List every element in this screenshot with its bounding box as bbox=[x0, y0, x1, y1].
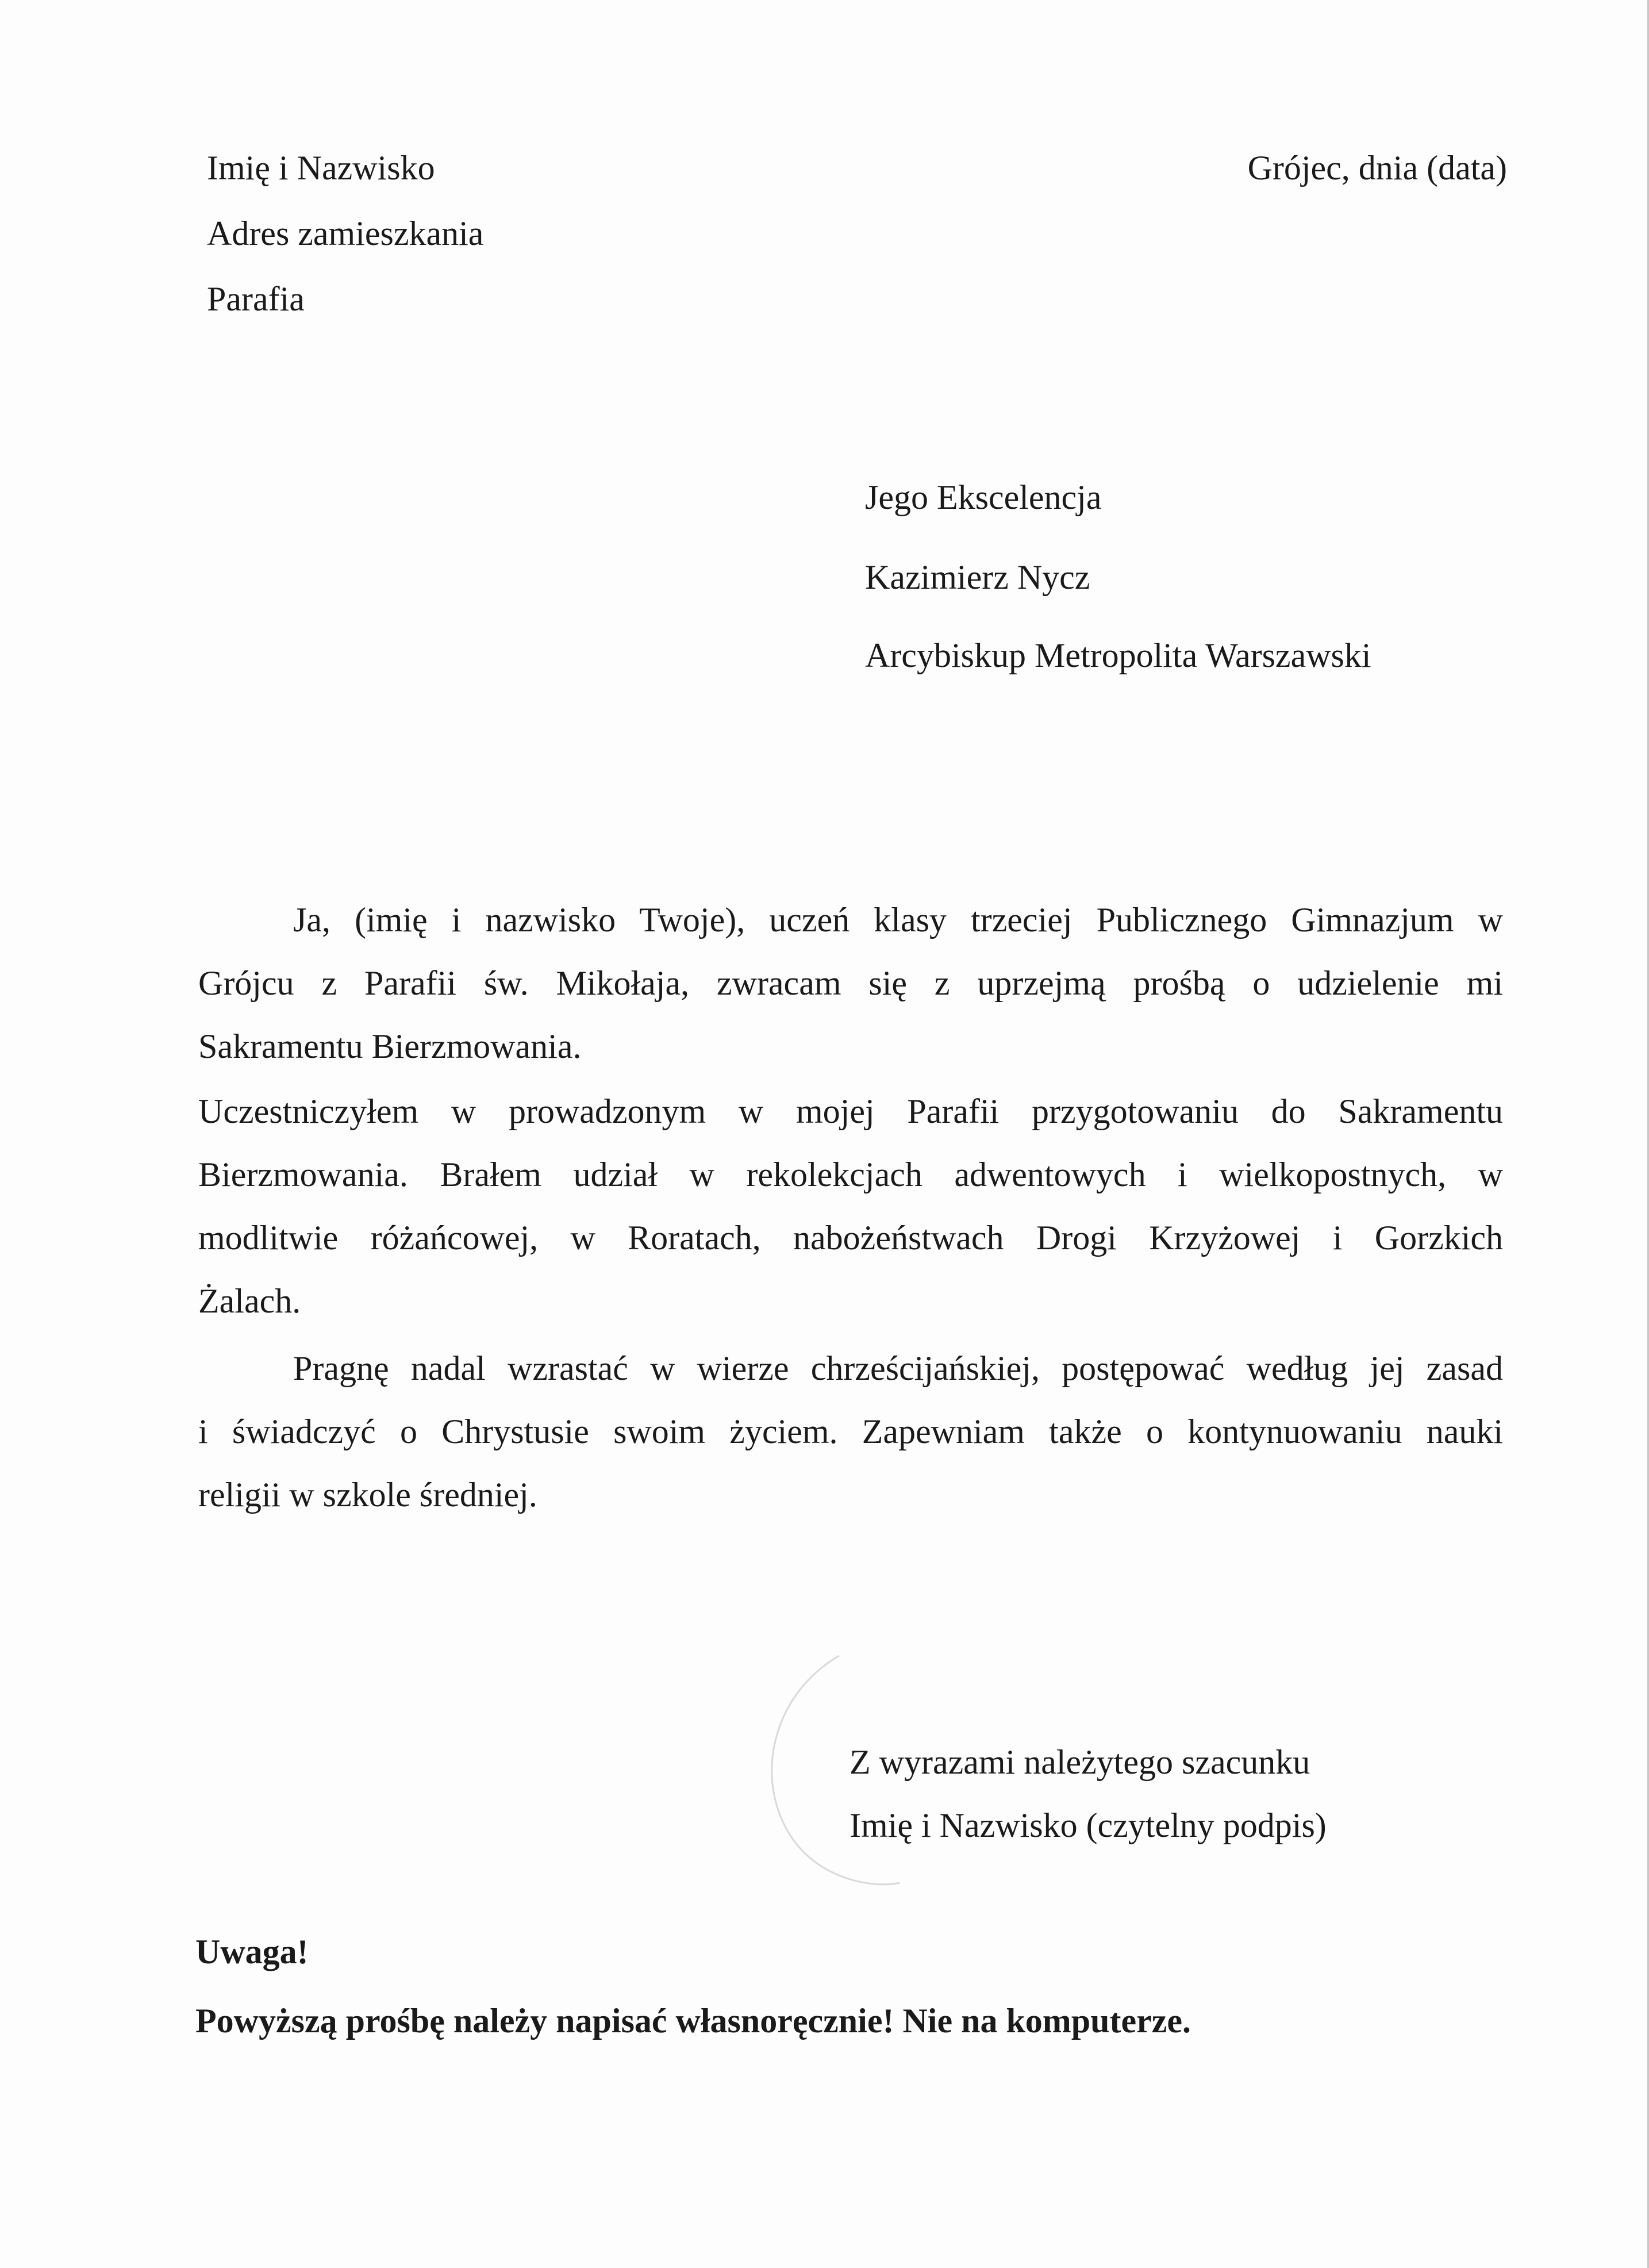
body-p1-line1: Ja, (imię i nazwisko Twoje), uczeń klasy trzeciej Publicznego Gimnazjum w bbox=[293, 901, 1503, 939]
recipient-name: Kazimierz Nycz bbox=[865, 558, 1090, 596]
body-p3-line3: religii w szkole średniej. bbox=[198, 1476, 537, 1514]
body-p1-line2: Grójcu z Parafii św. Mikołaja, zwracam się z uprzejmą prośbą o udzielenie mi bbox=[198, 964, 1503, 1002]
sender-parish: Parafia bbox=[207, 280, 305, 318]
body-p2-line3: modlitwie różańcowej, w Roratach, nabożeństwach Drogi Krzyżowej i Gorzkich bbox=[198, 1219, 1503, 1257]
body-p3-line2: i świadczyć o Chrystusie swoim życiem. Zapewniam także o kontynuowaniu nauki bbox=[198, 1413, 1503, 1450]
body-p2-line1: Uczestniczyłem w prowadzonym w mojej Parafii przygotowaniu do Sakramentu bbox=[198, 1092, 1503, 1130]
note-title: Uwaga! bbox=[195, 1933, 309, 1971]
sender-address: Adres zamieszkania bbox=[207, 214, 484, 252]
body-p3-line1: Pragnę nadal wzrastać w wierze chrześcijańskiej, postępować według jej zasad bbox=[293, 1349, 1503, 1387]
closing-salutation: Z wyrazami należytego szacunku bbox=[850, 1743, 1310, 1781]
recipient-title: Jego Ekscelencja bbox=[865, 478, 1102, 516]
place-date: Grójec, dnia (data) bbox=[1247, 149, 1507, 187]
recipient-office: Arcybiskup Metropolita Warszawski bbox=[865, 636, 1371, 674]
sender-name: Imię i Nazwisko bbox=[207, 149, 435, 187]
body-p2-line2: Bierzmowania. Brałem udział w rekolekcjach adwentowych i wielkopostnych, w bbox=[198, 1156, 1503, 1194]
body-p1-line3: Sakramentu Bierzmowania. bbox=[198, 1027, 582, 1065]
note-text: Powyższą prośbę należy napisać własnoręcznie! Nie na komputerze. bbox=[195, 2002, 1191, 2040]
body-p2-line4: Żalach. bbox=[198, 1282, 301, 1320]
closing-signature: Imię i Nazwisko (czytelny podpis) bbox=[850, 1806, 1327, 1844]
